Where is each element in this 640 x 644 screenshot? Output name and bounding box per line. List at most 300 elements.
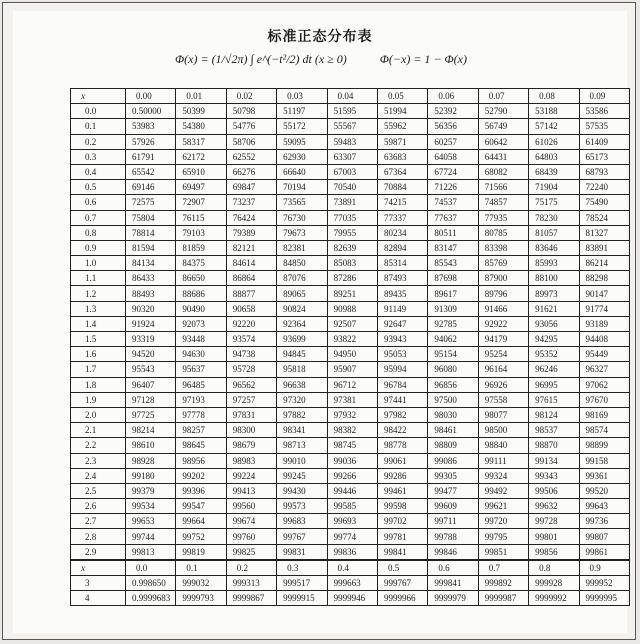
- table-cell: 99720: [478, 514, 528, 529]
- table-cell: 71904: [529, 180, 579, 195]
- table-cell: 85314: [377, 256, 427, 271]
- table-cell: 97831: [226, 407, 276, 422]
- row-x-value: 0.8: [71, 225, 126, 240]
- table-cell: 83646: [529, 240, 579, 255]
- table-cell: 98778: [377, 438, 427, 453]
- table-cell: 62172: [176, 149, 226, 164]
- table-cell: 71566: [478, 180, 528, 195]
- table-cell: 99506: [529, 483, 579, 498]
- table-cell: 64803: [529, 149, 579, 164]
- col-header: 0.5: [377, 560, 427, 576]
- table-cell: 92785: [428, 316, 478, 331]
- table-cell: 99819: [176, 544, 226, 560]
- table-cell: 57926: [126, 134, 176, 149]
- table-cell: 99795: [478, 529, 528, 544]
- table-cell: 92647: [377, 316, 427, 331]
- row-x-value: 2.5: [71, 483, 126, 498]
- table-cell: 0.998650: [126, 576, 176, 591]
- table-cell: 90824: [277, 301, 327, 316]
- table-cell: 99801: [529, 529, 579, 544]
- table-cell: 79103: [176, 225, 226, 240]
- table-cell: 58706: [226, 134, 276, 149]
- table-cell: 94520: [126, 347, 176, 362]
- table-cell: 92364: [277, 316, 327, 331]
- col-header: 0.2: [226, 560, 276, 576]
- table-cell: 98077: [478, 407, 528, 422]
- table-cell: 99632: [529, 499, 579, 514]
- table-cell: 94295: [529, 332, 579, 347]
- table-cell: 96995: [529, 377, 579, 392]
- table-cell: 99813: [126, 544, 176, 560]
- table-cell: 88298: [579, 271, 629, 286]
- table-cell: 99492: [478, 483, 528, 498]
- table-cell: 69497: [176, 180, 226, 195]
- col-header: 0.7: [478, 560, 528, 576]
- table-cell: 97558: [478, 392, 528, 407]
- col-header: 0.02: [226, 89, 276, 104]
- table-cell: 98461: [428, 423, 478, 438]
- table-row: [71, 529, 630, 544]
- col-header: 0.09: [579, 89, 629, 104]
- table-cell: 84134: [126, 256, 176, 271]
- table-cell: 58317: [176, 134, 226, 149]
- table-cell: 99736: [579, 514, 629, 529]
- table-cell: 85993: [529, 256, 579, 271]
- table-cell: 85769: [478, 256, 528, 271]
- row-x-value: 2.2: [71, 438, 126, 453]
- table-cell: 92220: [226, 316, 276, 331]
- col-header: 0.06: [428, 89, 478, 104]
- table-row: [71, 423, 630, 438]
- table-cell: 65542: [126, 164, 176, 179]
- table-cell: 65173: [579, 149, 629, 164]
- table-cell: 54776: [226, 119, 276, 134]
- table-cell: 95907: [327, 362, 377, 377]
- secondary-header-row: [71, 560, 630, 576]
- table-cell: 9999995: [579, 591, 629, 606]
- table-row: [71, 134, 630, 149]
- table-row: [71, 225, 630, 240]
- table-cell: 95994: [377, 362, 427, 377]
- table-row: [71, 301, 630, 316]
- table-cell: 99643: [579, 499, 629, 514]
- table-cell: 96080: [428, 362, 478, 377]
- table-cell: 99598: [377, 499, 427, 514]
- table-cell: 0.50000: [126, 104, 176, 119]
- table-cell: 81327: [579, 225, 629, 240]
- table-cell: 70540: [327, 180, 377, 195]
- col-header: 0.9: [579, 560, 629, 576]
- table-cell: 99134: [529, 453, 579, 468]
- table-cell: 95637: [176, 362, 226, 377]
- table-cell: 97128: [126, 392, 176, 407]
- table-cell: 82381: [277, 240, 327, 255]
- table-cell: 80234: [377, 225, 427, 240]
- table-cell: 99711: [428, 514, 478, 529]
- row-x-value: 1.1: [71, 271, 126, 286]
- table-cell: 99744: [126, 529, 176, 544]
- table-cell: 98610: [126, 438, 176, 453]
- table-row: [71, 119, 630, 134]
- table-cell: 53983: [126, 119, 176, 134]
- table-cell: 88877: [226, 286, 276, 301]
- table-cell: 93822: [327, 332, 377, 347]
- row-x-value: 1.5: [71, 332, 126, 347]
- table-cell: 85083: [327, 256, 377, 271]
- table-cell: 90490: [176, 301, 226, 316]
- table-cell: 89617: [428, 286, 478, 301]
- table-cell: 92073: [176, 316, 226, 331]
- row-x-value: 0.6: [71, 195, 126, 210]
- col-header: 0.00: [126, 89, 176, 104]
- table-cell: 98422: [377, 423, 427, 438]
- table-cell: 87493: [377, 271, 427, 286]
- table-cell: 98030: [428, 407, 478, 422]
- table-cell: 86650: [176, 271, 226, 286]
- table-cell: 93574: [226, 332, 276, 347]
- table-row: [71, 438, 630, 453]
- table-row: [71, 483, 630, 498]
- table-cell: 99446: [327, 483, 377, 498]
- table-cell: 56749: [478, 119, 528, 134]
- table-row: [71, 591, 630, 606]
- table-cell: 99061: [377, 453, 427, 468]
- table-row: [71, 576, 630, 591]
- table-cell: 99836: [327, 544, 377, 560]
- table-cell: 75490: [579, 195, 629, 210]
- table-cell: 79955: [327, 225, 377, 240]
- table-row: [71, 195, 630, 210]
- table-row: [71, 453, 630, 468]
- table-cell: 54380: [176, 119, 226, 134]
- table-cell: 97882: [277, 407, 327, 422]
- row-x-value: 4: [71, 591, 126, 606]
- table-cell: 99573: [277, 499, 327, 514]
- formula-line: [175, 52, 467, 67]
- table-cell: 87900: [478, 271, 528, 286]
- table-row: [71, 256, 630, 271]
- table-cell: 999517: [277, 576, 327, 591]
- table-cell: 99846: [428, 544, 478, 560]
- table-cell: 95818: [277, 362, 327, 377]
- table-cell: 99036: [327, 453, 377, 468]
- table-body-extended: [71, 560, 630, 606]
- table-cell: 99856: [529, 544, 579, 560]
- table-cell: 51197: [277, 104, 327, 119]
- table-cell: 99693: [327, 514, 377, 529]
- table-cell: 99807: [579, 529, 629, 544]
- table-cell: 64431: [478, 149, 528, 164]
- table-cell: 76730: [277, 210, 327, 225]
- table-cell: 95728: [226, 362, 276, 377]
- table-cell: 96164: [478, 362, 528, 377]
- table-cell: 9999979: [428, 591, 478, 606]
- table-cell: 78230: [529, 210, 579, 225]
- table-cell: 98679: [226, 438, 276, 453]
- table-cell: 91149: [377, 301, 427, 316]
- col-header: 0.4: [327, 560, 377, 576]
- table-cell: 99585: [327, 499, 377, 514]
- table-cell: 99674: [226, 514, 276, 529]
- row-x-value: 2.0: [71, 407, 126, 422]
- table-cell: 61409: [579, 134, 629, 149]
- table-cell: 99621: [478, 499, 528, 514]
- table-cell: 79389: [226, 225, 276, 240]
- table-cell: 66640: [277, 164, 327, 179]
- table-cell: 81057: [529, 225, 579, 240]
- row-x-value: 0.0: [71, 104, 126, 119]
- symmetry-identity: Φ(−x) = 1 − Φ(x): [379, 52, 467, 66]
- table-cell: 9999867: [226, 591, 276, 606]
- table-cell: 52392: [428, 104, 478, 119]
- table-cell: 9999992: [529, 591, 579, 606]
- table-cell: 91621: [529, 301, 579, 316]
- table-cell: 97062: [579, 377, 629, 392]
- table-cell: 97500: [428, 392, 478, 407]
- table-cell: 82639: [327, 240, 377, 255]
- table-cell: 99560: [226, 499, 276, 514]
- table-row: [71, 514, 630, 529]
- table-cell: 73565: [277, 195, 327, 210]
- table-cell: 92922: [478, 316, 528, 331]
- table-cell: 52790: [478, 104, 528, 119]
- table-cell: 97257: [226, 392, 276, 407]
- row-x-value: 1.6: [71, 347, 126, 362]
- table-cell: 71226: [428, 180, 478, 195]
- table-cell: 51595: [327, 104, 377, 119]
- table-cell: 99343: [529, 468, 579, 483]
- table-cell: 55567: [327, 119, 377, 134]
- table-cell: 97193: [176, 392, 226, 407]
- table-cell: 61026: [529, 134, 579, 149]
- table-cell: 89435: [377, 286, 427, 301]
- table-cell: 99861: [579, 544, 629, 560]
- col-header: 0.6: [428, 560, 478, 576]
- table-row: [71, 407, 630, 422]
- table-cell: 89973: [529, 286, 579, 301]
- table-cell: 94845: [277, 347, 327, 362]
- table-cell: 98956: [176, 453, 226, 468]
- row-x-value: 0.9: [71, 240, 126, 255]
- table-cell: 61791: [126, 149, 176, 164]
- table-row: [71, 271, 630, 286]
- table-cell: 86214: [579, 256, 629, 271]
- table-cell: 73237: [226, 195, 276, 210]
- table-cell: 74537: [428, 195, 478, 210]
- table-cell: 96856: [428, 377, 478, 392]
- table-cell: 51994: [377, 104, 427, 119]
- table-cell: 96485: [176, 377, 226, 392]
- table-cell: 72575: [126, 195, 176, 210]
- table-cell: 86433: [126, 271, 176, 286]
- table-cell: 999663: [327, 576, 377, 591]
- cdf-formula-rhs: (1/√2π) ∫ e^(−t²/2) dt (x ≥ 0): [211, 52, 347, 66]
- table-cell: 93056: [529, 316, 579, 331]
- table-cell: 97670: [579, 392, 629, 407]
- row-x-value: 2.8: [71, 529, 126, 544]
- table-cell: 99664: [176, 514, 226, 529]
- table-cell: 74215: [377, 195, 427, 210]
- table-cell: 99477: [428, 483, 478, 498]
- table-cell: 9999987: [478, 591, 528, 606]
- table-cell: 70194: [277, 180, 327, 195]
- table-cell: 59871: [377, 134, 427, 149]
- table-cell: 99379: [126, 483, 176, 498]
- table-cell: 99767: [277, 529, 327, 544]
- table-cell: 63683: [377, 149, 427, 164]
- table-cell: 99224: [226, 468, 276, 483]
- table-cell: 88493: [126, 286, 176, 301]
- table-cell: 83398: [478, 240, 528, 255]
- row-x-value: 2.4: [71, 468, 126, 483]
- table-cell: 98382: [327, 423, 377, 438]
- table-cell: 62930: [277, 149, 327, 164]
- table-cell: 59483: [327, 134, 377, 149]
- table-cell: 84614: [226, 256, 276, 271]
- table-cell: 96638: [277, 377, 327, 392]
- table-cell: 95254: [478, 347, 528, 362]
- table-cell: 76424: [226, 210, 276, 225]
- row-x-value: 1.0: [71, 256, 126, 271]
- table-cell: 97982: [377, 407, 427, 422]
- table-cell: 999952: [579, 576, 629, 591]
- table-row: [71, 240, 630, 255]
- table-cell: 90988: [327, 301, 377, 316]
- table-cell: 93319: [126, 332, 176, 347]
- table-cell: 76115: [176, 210, 226, 225]
- table-cell: 67003: [327, 164, 377, 179]
- table-cell: 68793: [579, 164, 629, 179]
- table-cell: 75175: [529, 195, 579, 210]
- table-cell: 94630: [176, 347, 226, 362]
- col-header: 0.08: [529, 89, 579, 104]
- col-header: 0.05: [377, 89, 427, 104]
- table-cell: 74857: [478, 195, 528, 210]
- table-cell: 98899: [579, 438, 629, 453]
- table-cell: 96562: [226, 377, 276, 392]
- table-cell: 95543: [126, 362, 176, 377]
- table-cell: 87076: [277, 271, 327, 286]
- table-cell: 78814: [126, 225, 176, 240]
- table-cell: 98214: [126, 423, 176, 438]
- x-header: x: [71, 89, 126, 104]
- table-cell: 87698: [428, 271, 478, 286]
- table-cell: 99781: [377, 529, 427, 544]
- table-cell: 99202: [176, 468, 226, 483]
- table-cell: 88100: [529, 271, 579, 286]
- row-x-value: 1.8: [71, 377, 126, 392]
- row-x-value: 2.1: [71, 423, 126, 438]
- table-cell: 99413: [226, 483, 276, 498]
- table-cell: 80785: [478, 225, 528, 240]
- table-cell: 91466: [478, 301, 528, 316]
- table-cell: 99728: [529, 514, 579, 529]
- table-cell: 99683: [277, 514, 327, 529]
- col-header: 0.03: [277, 89, 327, 104]
- table-cell: 99266: [327, 468, 377, 483]
- table-cell: 999841: [428, 576, 478, 591]
- table-cell: 69146: [126, 180, 176, 195]
- table-cell: 97725: [126, 407, 176, 422]
- table-cell: 99534: [126, 499, 176, 514]
- table-cell: 83891: [579, 240, 629, 255]
- table-cell: 96784: [377, 377, 427, 392]
- table-cell: 86864: [226, 271, 276, 286]
- table-cell: 99653: [126, 514, 176, 529]
- table-cell: 99841: [377, 544, 427, 560]
- table-cell: 83147: [428, 240, 478, 255]
- row-x-value: 1.2: [71, 286, 126, 301]
- table-cell: 50399: [176, 104, 226, 119]
- table-cell: 99086: [428, 453, 478, 468]
- table-cell: 88686: [176, 286, 226, 301]
- table-cell: 59095: [277, 134, 327, 149]
- page-title: 标准正态分布表: [267, 29, 373, 45]
- table-cell: 9999793: [176, 591, 226, 606]
- table-body: [71, 104, 630, 560]
- table-cell: 98257: [176, 423, 226, 438]
- table-cell: 92507: [327, 316, 377, 331]
- table-row: [71, 332, 630, 347]
- table-cell: 72240: [579, 180, 629, 195]
- table-cell: 99760: [226, 529, 276, 544]
- table-cell: 98300: [226, 423, 276, 438]
- table-cell: 90658: [226, 301, 276, 316]
- table-cell: 99702: [377, 514, 427, 529]
- row-x-value: 2.3: [71, 453, 126, 468]
- table-cell: 96712: [327, 377, 377, 392]
- table-cell: 95449: [579, 347, 629, 362]
- table-row: [71, 544, 630, 560]
- table-cell: 999767: [377, 576, 427, 591]
- table-cell: 50798: [226, 104, 276, 119]
- table-cell: 77035: [327, 210, 377, 225]
- table-row: [71, 499, 630, 514]
- row-x-value: 0.5: [71, 180, 126, 195]
- table-row: [71, 316, 630, 331]
- table-cell: 999892: [478, 576, 528, 591]
- table-cell: 97615: [529, 392, 579, 407]
- table-cell: 67364: [377, 164, 427, 179]
- row-x-value: 1.9: [71, 392, 126, 407]
- table-cell: 999032: [176, 576, 226, 591]
- cdf-formula-lhs: Φ(x) =: [175, 52, 212, 66]
- table-cell: 9999915: [277, 591, 327, 606]
- table-cell: 62552: [226, 149, 276, 164]
- table-cell: 99851: [478, 544, 528, 560]
- table-cell: 98928: [126, 453, 176, 468]
- table-cell: 91774: [579, 301, 629, 316]
- table-cell: 94179: [478, 332, 528, 347]
- table-cell: 98169: [579, 407, 629, 422]
- table-cell: 97932: [327, 407, 377, 422]
- table-cell: 99825: [226, 544, 276, 560]
- table-row: [71, 180, 630, 195]
- table-cell: 98870: [529, 438, 579, 453]
- table-cell: 9999946: [327, 591, 377, 606]
- table-cell: 98983: [226, 453, 276, 468]
- table-cell: 98500: [478, 423, 528, 438]
- table-row: [71, 377, 630, 392]
- table-cell: 75804: [126, 210, 176, 225]
- table-row: [71, 164, 630, 179]
- table-cell: 96327: [579, 362, 629, 377]
- table-cell: 78524: [579, 210, 629, 225]
- table-cell: 94738: [226, 347, 276, 362]
- table-cell: 91924: [126, 316, 176, 331]
- table-cell: 97778: [176, 407, 226, 422]
- table-cell: 96926: [478, 377, 528, 392]
